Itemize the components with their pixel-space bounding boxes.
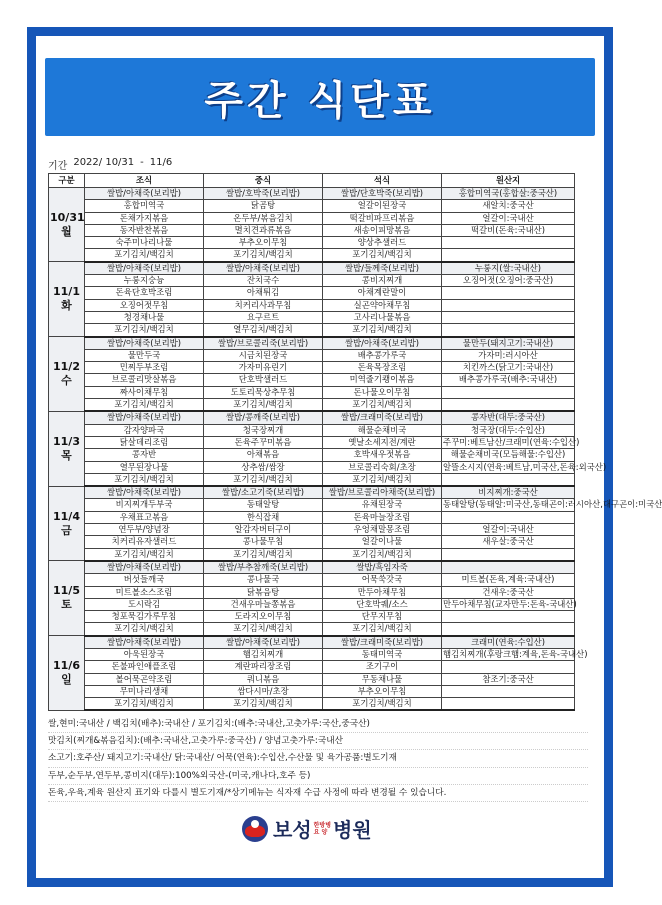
lunch-cell: 건새우마늘쫑볶음 [204, 598, 323, 610]
dinner-cell: 쌀밥/브로콜리아채죽(보리밥) [323, 486, 442, 499]
lunch-cell: 포기김치/백김치 [204, 548, 323, 561]
origin-cell: 치킨까스(닭고기:국내산) [442, 362, 575, 374]
origin-cell: 얼갈이:국내산 [442, 212, 575, 224]
dinner-cell: 호박새우젓볶음 [323, 449, 442, 461]
lunch-cell: 부추오이무침 [204, 237, 323, 249]
menu-row [49, 623, 575, 636]
dinner-cell: 배추콩가루국 [323, 349, 442, 361]
dinner-cell: 해물순채비국 [323, 424, 442, 436]
origin-cell: 동태알탕(동태알:미국산,동태곤이:러시아산,대구곤이:미국산 [443, 499, 662, 510]
menu-row [49, 275, 575, 287]
menu-row [49, 362, 575, 374]
menu-row [49, 648, 575, 660]
breakfast-cell: 열무된장나물 [85, 461, 204, 473]
dinner-cell: 조기구이 [323, 661, 442, 673]
header-row [49, 174, 575, 188]
menu-body [49, 188, 662, 711]
breakfast-cell: 돈채가지볶음 [85, 212, 204, 224]
origin-cell: 새알치:중국산 [442, 200, 575, 212]
menu-row [49, 524, 575, 536]
dinner-cell: 유채된장국 [323, 499, 442, 511]
dinner-cell: 쌀밥/들께죽(보리밥) [323, 262, 442, 275]
dinner-cell: 돈나물오이무침 [323, 386, 442, 398]
breakfast-cell: 쌀밥/아채죽(보리밥) [85, 188, 204, 200]
menu-row [49, 311, 575, 323]
lunch-cell: 상추쌈/쌈장 [204, 461, 323, 473]
dinner-cell: 무동채나물 [323, 673, 442, 685]
breakfast-cell: 우채표고볶음 [85, 511, 204, 523]
breakfast-cell: 포기김치/백김치 [85, 399, 204, 412]
breakfast-cell: 포기김치/백김치 [85, 473, 204, 486]
note-line: 쌀,현미:국내산 / 백김치(배추):국내산 / 포기김치:(배추:국내산,고춧가루:국산,중국산) [48, 716, 588, 733]
hospital-name-left: 보성 [273, 818, 312, 842]
day-cell: 11/3 목 [49, 411, 85, 486]
lunch-cell: 멸치견과류볶음 [204, 224, 323, 236]
menu-row [49, 424, 575, 436]
menu-table [48, 173, 662, 711]
dinner-cell: 어묵쑥갓국 [323, 574, 442, 586]
menu-row [49, 249, 575, 262]
dinner-cell: 쌀밥/크래미죽(보리밥) [323, 636, 442, 649]
dinner-cell: 고사리나물볶음 [323, 311, 442, 323]
origin-cell: 콩자반(대두:중국산) [442, 411, 575, 424]
dinner-cell: 포기김치/백김치 [323, 399, 442, 412]
menu-row [49, 411, 575, 424]
origin-cell [442, 249, 575, 262]
origin-cell [442, 511, 575, 523]
note-line: 돈육,우육,계육 원산지 표기와 다를시 별도기재/*상기메뉴는 식자재 수급 사정에 따라 변경될 수 있습니다. [48, 785, 588, 802]
period-start: 2022/ 10/31 [73, 157, 135, 168]
origin-cell: 주꾸미:베트남산/크래미(연육:수입산) [443, 436, 580, 447]
origin-cell [442, 685, 575, 697]
note-line: 맛김치(찌개&볶음김치):(배추:국내산,고춧가루:중국산) / 양념고춧가루:국내산 [48, 733, 588, 750]
dinner-cell: 양상추샐러드 [323, 237, 442, 249]
menu-row [49, 586, 575, 598]
origin-cell [442, 386, 575, 398]
dinner-cell: 미역줄기쾡이볶음 [323, 374, 442, 386]
origin-cell: 만두아채무침(교자만두:돈육-국내산) [443, 598, 577, 609]
origin-cell: 해물순채비국(모듬해물:수입산) [442, 449, 575, 461]
header-dinner: 석식 [323, 174, 442, 188]
origin-cell [442, 561, 575, 574]
menu-row [49, 337, 575, 350]
lunch-cell: 닭곰탕 [204, 200, 323, 212]
menu-row [49, 536, 575, 548]
menu-row [49, 399, 575, 412]
breakfast-cell: 홍합미역국 [85, 200, 204, 212]
lunch-cell: 청국장찌개 [204, 424, 323, 436]
breakfast-cell: 볼어묵곤약조림 [85, 673, 204, 685]
period-label: 기간 [48, 161, 68, 172]
lunch-cell: 쌀밥/아채죽(보리밥) [204, 636, 323, 649]
header-breakfast: 조식 [85, 174, 204, 188]
breakfast-cell: 감자양파국 [85, 424, 204, 436]
lunch-cell: 아채볶음 [204, 449, 323, 461]
lunch-cell: 계란파리장조림 [204, 661, 323, 673]
breakfast-cell: 쌀밥/아채죽(보리밥) [85, 262, 204, 275]
dinner-cell: 부추오이무침 [323, 685, 442, 697]
dinner-cell: 아채계란말이 [323, 287, 442, 299]
lunch-cell: 포기김치/백김치 [204, 249, 323, 262]
breakfast-cell: 청경채나물 [85, 311, 204, 323]
menu-row [49, 598, 575, 610]
menu-row [49, 188, 575, 200]
origin-cell: 크래미(연육:수입산) [442, 636, 575, 649]
dinner-cell: 동태미역국 [323, 648, 442, 660]
origin-cell: 떡갈비(돈육:국내산) [442, 224, 575, 236]
lunch-cell: 요구르트 [204, 311, 323, 323]
menu-row [49, 224, 575, 236]
lunch-cell: 돈육주꾸미볶음 [204, 436, 323, 448]
breakfast-cell: 콩자반 [85, 449, 204, 461]
breakfast-cell: 무미나리생채 [85, 685, 204, 697]
day-cell: 11/5 토 [49, 561, 85, 636]
breakfast-cell: 쌀밥/아채죽(보리밥) [85, 636, 204, 649]
day-cell: 11/2 수 [49, 337, 85, 412]
breakfast-cell: 숙주미나리나물 [85, 237, 204, 249]
title-banner [45, 58, 595, 136]
lunch-cell: 쌀밥/호박죽(보리밥) [204, 188, 323, 200]
dinner-cell: 포기김치/백김치 [323, 473, 442, 486]
lunch-cell: 포기김치/백김치 [204, 399, 323, 412]
menu-row [49, 499, 575, 511]
day-cell: 11/6 일 [49, 636, 85, 711]
lunch-cell: 알감자버터구이 [204, 524, 323, 536]
breakfast-cell: 물만두국 [85, 349, 204, 361]
menu-row [49, 386, 575, 398]
dinner-cell: 포기김치/백김치 [323, 324, 442, 337]
lunch-cell: 콩나물국 [204, 574, 323, 586]
breakfast-cell: 포기김치/백김치 [85, 548, 204, 561]
origin-cell [442, 399, 575, 412]
breakfast-cell: 포기김치/백김치 [85, 623, 204, 636]
lunch-cell: 도토리묵상추무침 [204, 386, 323, 398]
lunch-cell: 도라지오이무침 [204, 611, 323, 623]
hospital-name-small [314, 822, 331, 836]
period-end: 11/6 [149, 157, 173, 168]
origin-cell: 오징어젓(오징어:중국산) [442, 275, 575, 287]
breakfast-cell: 버섯들깨국 [85, 574, 204, 586]
breakfast-cell: 오징어젓무침 [85, 299, 204, 311]
lunch-cell: 쌀밥/콩깨죽(보리밥) [204, 411, 323, 424]
origin-cell [442, 287, 575, 299]
hospital-name-small-top: 한방병 [313, 821, 332, 829]
origin-cell [442, 661, 575, 673]
dinner-cell: 포기김치/백김치 [323, 623, 442, 636]
hospital-logo [242, 814, 372, 843]
origin-cell: 알뜰소시지(연육:베트남,미국산,돈육:외국산) [443, 461, 607, 472]
origin-cell [442, 324, 575, 337]
origin-cell [442, 237, 575, 249]
lunch-cell: 단호박샐러드 [204, 374, 323, 386]
origin-cell: 물만두(돼지고기:국내산) [442, 337, 575, 350]
origin-cell: 새우살:중국산 [442, 536, 575, 548]
menu-row [49, 561, 575, 574]
menu-row [49, 299, 575, 311]
origin-cell: 참조기:중국산 [442, 673, 575, 685]
lunch-cell: 쌈다시마/초장 [204, 685, 323, 697]
breakfast-cell: 누룽지숭늉 [85, 275, 204, 287]
lunch-cell: 동태알탕 [204, 499, 323, 511]
breakfast-cell: 닭살데리조림 [85, 436, 204, 448]
origin-cell: 가자미:러시아산 [442, 349, 575, 361]
menu-row [49, 486, 575, 499]
origin-cell [442, 299, 575, 311]
dinner-cell: 콩비지찌개 [323, 275, 442, 287]
menu-row [49, 574, 575, 586]
dinner-cell: 실곤약아채무침 [323, 299, 442, 311]
menu-row [49, 374, 575, 386]
menu-row [49, 548, 575, 561]
period-line [48, 157, 172, 172]
origin-cell: 누룽지(쌀:국내산) [442, 262, 575, 275]
dinner-cell: 쌀밥/아채죽(보리밥) [323, 337, 442, 350]
lunch-cell: 쌀밥/아채죽(보리밥) [204, 262, 323, 275]
menu-row [49, 200, 575, 212]
dinner-cell: 얼갈이나물 [323, 536, 442, 548]
dinner-cell: 포기김치/백김치 [323, 698, 442, 711]
origin-cell: 비지찌개:중국산 [442, 486, 575, 499]
origin-cell [442, 611, 575, 623]
lunch-cell: 닭볶음탕 [204, 586, 323, 598]
breakfast-cell: 민찌두부조림 [85, 362, 204, 374]
menu-row [49, 636, 575, 649]
lunch-cell: 한식잡채 [204, 511, 323, 523]
dinner-cell: 우엉채말몽조림 [323, 524, 442, 536]
lunch-cell: 치커리사과무침 [204, 299, 323, 311]
breakfast-cell: 비지찌개두부국 [85, 499, 204, 511]
origin-cell [442, 548, 575, 561]
dinner-cell: 얼갈이된장국 [323, 200, 442, 212]
breakfast-cell: 브로콜리맛살볶음 [85, 374, 204, 386]
menu-row [49, 237, 575, 249]
origin-cell: 건새우:중국산 [442, 586, 575, 598]
hospital-name-right: 병원 [333, 818, 372, 842]
hospital-emblem-icon [242, 816, 268, 842]
menu-row [49, 698, 575, 711]
breakfast-cell: 포기김치/백김치 [85, 698, 204, 711]
breakfast-cell: 아욱된장국 [85, 648, 204, 660]
dinner-cell: 만두아채무침 [323, 586, 442, 598]
menu-row [49, 349, 575, 361]
origin-notes [48, 716, 588, 802]
dinner-cell: 쌀밥/크래미죽(보리밥) [323, 411, 442, 424]
lunch-cell: 쌀밥/소고기죽(보리밥) [204, 486, 323, 499]
menu-row [49, 511, 575, 523]
breakfast-cell: 쌀밥/아채죽(보리밥) [85, 337, 204, 350]
origin-cell: 얼갈이:국내산 [442, 524, 575, 536]
lunch-cell: 잔치국수 [204, 275, 323, 287]
origin-cell [442, 311, 575, 323]
origin-cell: 청국장(대두:수입산) [442, 424, 575, 436]
menu-row [49, 611, 575, 623]
origin-cell: 햄김치찌개(후랑크햄:계육,돈육-국내산) [443, 648, 588, 659]
lunch-cell: 열무김치/백김치 [204, 324, 323, 337]
menu-row [49, 461, 575, 473]
breakfast-cell: 포기김치/백김치 [85, 324, 204, 337]
menu-row [49, 661, 575, 673]
day-cell: 11/4 금 [49, 486, 85, 561]
breakfast-cell: 치커리유자샐러드 [85, 536, 204, 548]
menu-row [49, 473, 575, 486]
origin-cell [442, 698, 575, 711]
breakfast-cell: 짜사이채무침 [85, 386, 204, 398]
dinner-cell: 떡갈비파프리볶음 [323, 212, 442, 224]
menu-row [49, 685, 575, 697]
dinner-cell: 쌀밥/흑임자죽 [323, 561, 442, 574]
menu-row [49, 324, 575, 337]
lunch-cell: 포기김치/백김치 [204, 698, 323, 711]
lunch-cell: 쿼니볶음 [204, 673, 323, 685]
lunch-cell: 포기김치/백김치 [204, 473, 323, 486]
dinner-cell: 포기김치/백김치 [323, 249, 442, 262]
breakfast-cell: 도시락김 [85, 598, 204, 610]
lunch-cell: 가자미유린기 [204, 362, 323, 374]
page-title: 주간 식단표 [204, 77, 436, 124]
dinner-cell: 돈육마늘장조림 [323, 511, 442, 523]
dinner-cell: 단호박퀘/소스 [323, 598, 442, 610]
dinner-cell: 새송이피망볶음 [323, 224, 442, 236]
lunch-cell: 포기김치/백김치 [204, 623, 323, 636]
lunch-cell: 시금치된장국 [204, 349, 323, 361]
header-origin: 원산지 [442, 174, 575, 188]
day-cell: 10/31 월 [49, 188, 85, 262]
lunch-cell: 온두부/볶음김치 [204, 212, 323, 224]
origin-cell [442, 473, 575, 486]
period-dash: - [140, 157, 144, 168]
header-lunch: 중식 [204, 174, 323, 188]
hospital-name [273, 814, 372, 843]
breakfast-cell: 쌀밥/아채죽(보리밥) [85, 486, 204, 499]
day-cell: 11/1 화 [49, 262, 85, 337]
menu-row [49, 673, 575, 685]
hospital-name-small-bottom: 요 양 [313, 828, 328, 836]
origin-cell: 미트볼(돈육,계육:국내산) [442, 574, 575, 586]
lunch-cell: 콩나물무침 [204, 536, 323, 548]
breakfast-cell: 돈육단호박조림 [85, 287, 204, 299]
origin-cell: 홍합미역국(홍합살:중국산) [442, 188, 575, 200]
lunch-cell: 햄김치찌개 [204, 648, 323, 660]
breakfast-cell: 동자반찬볶음 [85, 224, 204, 236]
breakfast-cell: 쌀밥/아채죽(보리밥) [85, 561, 204, 574]
breakfast-cell: 미트볼소스조림 [85, 586, 204, 598]
dinner-cell: 포기김치/백김치 [323, 548, 442, 561]
menu-row [49, 262, 575, 275]
breakfast-cell: 돈불파인애플조림 [85, 661, 204, 673]
note-line: 소고기:호주산/ 돼지고기:국내산/ 닭:국내산/ 어묵(연육):수입산,수산물 및 육가공품:별도기재 [48, 750, 588, 767]
lunch-cell: 쌀밥/부추참깨죽(보리밥) [204, 561, 323, 574]
breakfast-cell: 청포묵김가루무침 [85, 611, 204, 623]
dinner-cell: 쌀밥/단호박죽(보리밥) [323, 188, 442, 200]
lunch-cell: 쌀밥/브로콜리죽(보리밥) [204, 337, 323, 350]
menu-row [49, 449, 575, 461]
lunch-cell: 아채튀김 [204, 287, 323, 299]
origin-cell [442, 623, 575, 636]
dinner-cell: 단무지무침 [323, 611, 442, 623]
origin-cell: 배추콩가루국(배추:국내산) [442, 374, 575, 386]
menu-row [49, 287, 575, 299]
note-line: 두부,순두부,연두부,콩비지(대두):100%외국산-(미국,캐나다,호주 등) [48, 768, 588, 785]
menu-row [49, 212, 575, 224]
dinner-cell: 브로콜리숙회/초장 [323, 461, 442, 473]
breakfast-cell: 쌀밥/아채죽(보리밥) [85, 411, 204, 424]
menu-row [49, 436, 575, 448]
header-division: 구분 [49, 174, 85, 188]
dinner-cell: 돈육목장조림 [323, 362, 442, 374]
breakfast-cell: 연두부/양념장 [85, 524, 204, 536]
dinner-cell: 옛날소세지전/계란 [323, 436, 442, 448]
breakfast-cell: 포기김치/백김치 [85, 249, 204, 262]
